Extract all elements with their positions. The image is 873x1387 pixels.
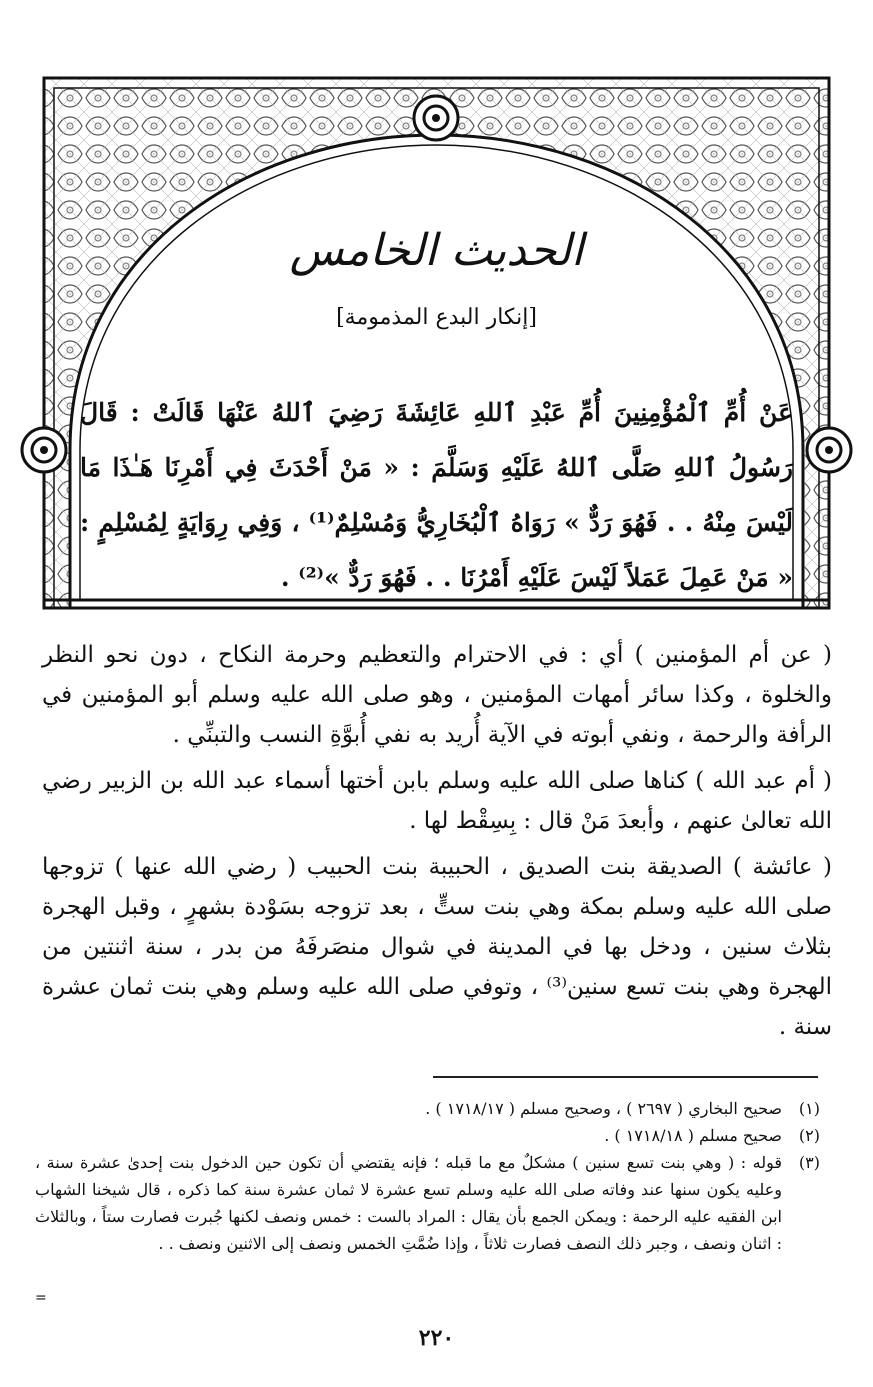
- commentary: [42, 635, 832, 1053]
- right-medallion: [807, 428, 851, 472]
- footnote: [35, 1149, 820, 1257]
- footnote: [35, 1095, 820, 1122]
- margin-mark: =: [35, 1290, 47, 1306]
- commentary-paragraph: ( عن أم المؤمنين ) أي : في الاحترام والتعظيم وحرمة النكاح ، دون نحو النظر والخلوة ، وكذا سائر أمهات المؤمنين ، وهو صلى الله عليه وسلم أبو المؤمنين في الرأفة والرحمة ، ونفي أبوته في الآية أُريد به نفي أُبوَّةِ النسب والتبنِّي .: [42, 642, 832, 748]
- footnote-text: صحيح البخاري ( ٢٦٩٧ ) ، وصحيح مسلم ( ١٧١٨/١٧ ) .: [425, 1099, 782, 1118]
- left-medallion: [22, 428, 66, 472]
- footnotes: [35, 1095, 820, 1257]
- top-medallion: [414, 96, 458, 140]
- footnote-number: (١): [798, 1099, 820, 1118]
- footnote-text: صحيح مسلم ( ١٧١٨/١٨ ) .: [604, 1126, 782, 1145]
- footnote-number: (٣): [798, 1153, 820, 1172]
- hadith-text: عَنْ أُمِّ ٱلْمُؤْمِنِينَ أُمِّ عَبْدِ ٱللهِ عَائِشَةَ رَضِيَ ٱللهُ عَنْهَا قَالَتْ : قَالَ رَسُولُ ٱللهِ صَلَّى ٱللهُ عَلَيْهِ وَسَلَّمَ : « مَنْ أَحْدَثَ فِي أَمْرِنَا هَـٰذَا مَا لَيْسَ مِنْهُ . . فَهُوَ رَدٌّ » رَوَاهُ ٱلْبُخَارِيُّ وَمُسْلِمٌ⁽¹⁾ ، وَفِي رِوَايَةٍ لِمُسْلِمٍ : « مَنْ عَمِلَ عَمَلاً لَيْسَ عَلَيْهِ أَمْرُنَا . . فَهُوَ رَدٌّ »⁽²⁾ .: [80, 398, 793, 592]
- footnote: [35, 1122, 820, 1149]
- hadith-title: الحديث الخامس: [289, 225, 584, 276]
- commentary-paragraph: ( أم عبد الله ) كناها صلى الله عليه وسلم بابن أختها أسماء عبد الله بن الزبير رضي الله تعالىٰ عنهم ، وأبعدَ مَنْ قال : بِسِقْط لها .: [42, 768, 832, 834]
- footnote-separator: [433, 1076, 818, 1078]
- page-number: ٢٢٠: [418, 1325, 455, 1351]
- footnote-text: قوله : ( وهي بنت تسع سنين ) مشكلٌ مع ما قبله ؛ فإنه يقتضي أن تكون حين الدخول بنت إحدىٰ عشرة سنة ، وعليه يكون سنها عند وفاته صلى الله عليه وسلم تسع عشرة لا ثمان عشرة سنة كما ذكره ، قال شيخنا الشهاب ابن الفقيه عليه الرحمة : ويمكن الجمع بأن يقال : المراد بالست : خمس ونصف لكنها جُبرت فصارت ستاً ، وبالثلاث : اثنان ونصف ، وجبر ذلك النصف فصارت ثلاثاً ، وإذا ضُمَّتِ الخمس ونصف إلى الاثنين ونصف . .: [35, 1153, 783, 1253]
- hadith-subtitle: [إنكار البدع المذمومة]: [336, 305, 537, 330]
- footnote-number: (٢): [798, 1126, 820, 1145]
- commentary-paragraph: ( عائشة ) الصديقة بنت الصديق ، الحبيبة بنت الحبيب ( رضي الله عنها ) تزوجها صلى الله عليه وسلم بمكة وهي بنت ستٍّ ، بعد تزوجه بسَوْدة بشهرٍ ، وقبل الهجرة بثلاث سنين ، ودخل بها في المدينة في شوال منصَرفَهُ من بدر ، سنة اثنتين من الهجرة وهي بنت تسع سنين⁽³⁾ ، وتوفي صلى الله عليه وسلم وهي بنت ثمان عشرة سنة .: [42, 854, 832, 1040]
- hadith-heading: [0, 225, 873, 276]
